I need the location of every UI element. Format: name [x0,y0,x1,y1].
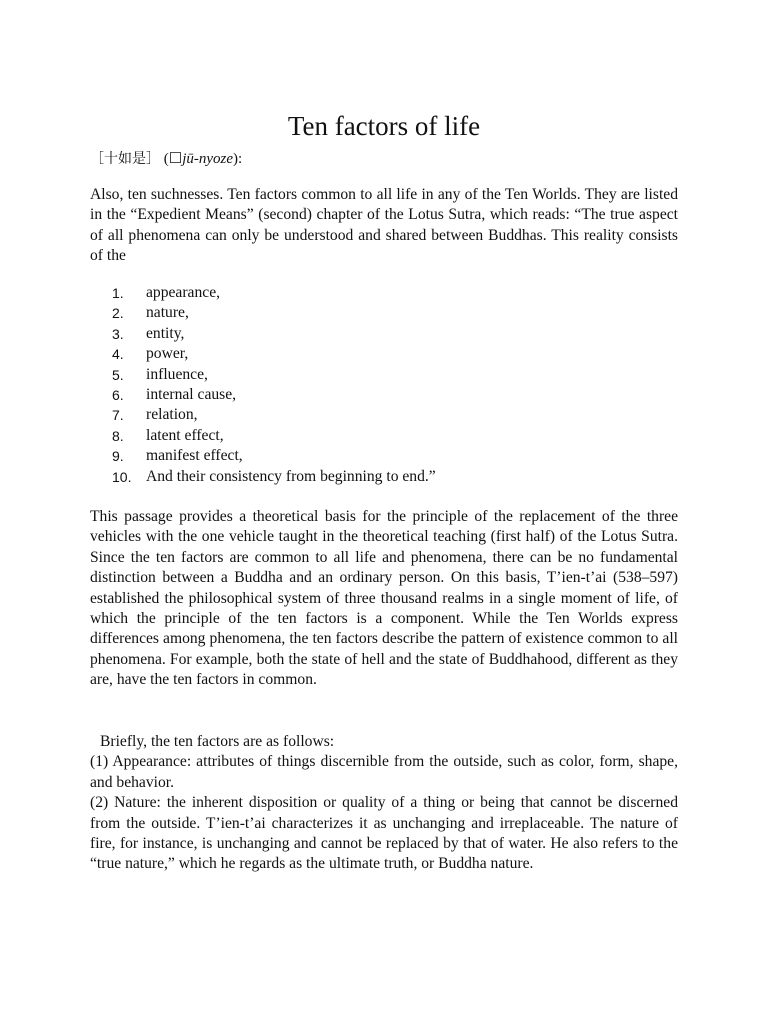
missing-glyph-icon: ☐ [168,151,183,167]
list-item [90,426,678,446]
term-header [90,148,242,170]
list-item [90,385,678,405]
list-number: 5. [112,366,124,383]
briefly-lead: Briefly, the ten factors are as follows: [100,733,335,750]
list-item [90,446,678,466]
list-number: 8. [112,427,124,444]
list-text: latent effect, [146,426,224,444]
term-kanji: ［十如是］ [90,151,160,167]
paren-close: ): [233,151,243,167]
list-text: power, [146,345,189,363]
list-number: 9. [112,448,124,465]
body-paragraph: This passage provides a theoretical basis for the principle of the replacement of the three vehicles with the one vehicle taught in the theoretical teaching (first half) of the Lotus Sutra. Since the ten factors are common to all life and phenomena, there can be no fundamental distinction between a Buddha and an ordinary person. On this basis, T’ien-t’ai (538–597) established the philosophical system of three thousand realms in a single moment of life, of which the principle of the ten factors is a component. While the Ten Worlds express differences among phenomena, the ten factors describe the pattern of existence common to all phenomena. For example, both the state of hell and the state of Buddhahood, different as they are, have the ten factors in common. [90,508,678,689]
briefly-section [90,732,678,875]
list-text: internal cause, [146,386,237,404]
list-item [90,365,678,385]
intro-paragraph: Also, ten suchnesses. Ten factors common to all life in any of the Ten Worlds. They are listed in the “Expedient Means” (second) chapter of the Lotus Sutra, which reads: “The true aspect of all phenomena can only be understood and shared between Buddhas. This reality consists of the [90,186,678,265]
list-number: 3. [112,325,124,342]
factor-list [90,283,678,487]
list-number: 4. [112,346,124,363]
list-text: entity, [146,324,185,342]
list-number: 7. [112,407,124,424]
factor-nature: (2) Nature: the inherent disposition or quality of a thing or being that cannot be discerned from the outside. T’ien-t’ai characterizes it as unchanging and irreplaceable. The nature of fire, for instance, is unchanging and cannot be replaced by that of water. He also refers to the “true nature,” which he regards as the ultimate truth, or Buddha nature. [90,794,678,873]
list-item [90,303,678,323]
list-text: nature, [146,304,189,322]
list-number: 10. [112,468,132,485]
list-item [90,324,678,344]
list-text: appearance, [146,284,221,301]
factor-appearance: (1) Appearance: attributes of things discernible from the outside, such as color, form, shape, and behavior. [90,753,678,791]
paren-open: ( [160,151,169,167]
list-text: And their consistency from beginning to end.” [146,467,436,485]
list-text: influence, [146,365,208,383]
list-item [90,405,678,425]
list-number: 1. [112,285,124,301]
list-item [90,283,678,303]
list-number: 2. [112,305,124,322]
list-text: relation, [146,406,198,424]
list-item [90,344,678,364]
page-title: Ten factors of life [287,111,481,141]
term-romanized: jū-nyoze [182,151,234,167]
list-item [90,467,678,487]
list-number: 6. [112,387,124,404]
list-text: manifest effect, [146,447,243,465]
